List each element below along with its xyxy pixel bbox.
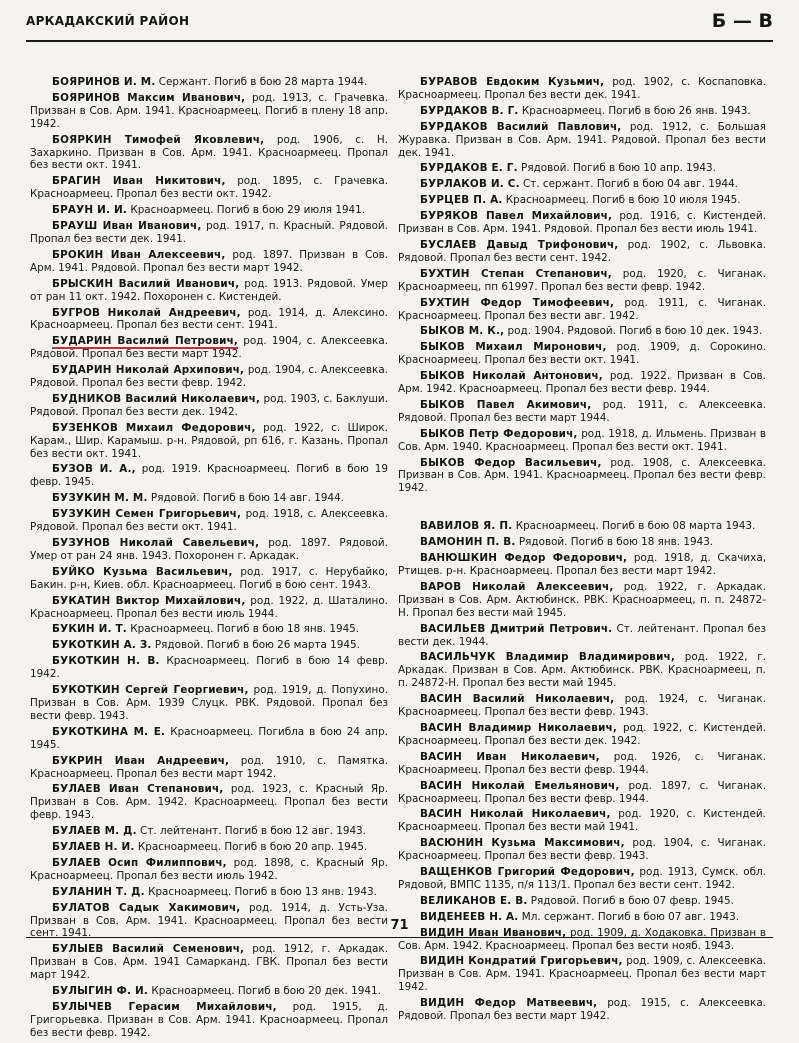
person-entry: [398, 76, 766, 102]
person-name: ВАНЮШКИН Федор Федорович,: [420, 552, 628, 565]
person-entry: [30, 76, 388, 89]
person-name: БРАУН И. И.: [52, 204, 128, 217]
person-entry: [30, 134, 388, 173]
person-entry: [398, 399, 766, 425]
person-entry: [30, 639, 388, 652]
person-entry: [30, 335, 388, 361]
person-name: ВАСИН Николай Николаевич,: [420, 808, 611, 821]
person-name: БУКОТКИНА М. Е.: [52, 725, 166, 738]
person-entry: [30, 841, 388, 854]
person-entry: [30, 508, 388, 534]
person-details: Красноармеец. Погиб в бою 10 июля 1945.: [502, 194, 741, 207]
person-entry: [30, 886, 388, 899]
person-name: БУЛАЕВ Н. И.: [52, 841, 135, 854]
person-details: род. 1920, с. Чиганак. Красноармеец, пп 61997. Пропал без вести февр. 1942.: [398, 267, 766, 293]
person-entry: [30, 755, 388, 781]
person-name: БУЗЕНКОВ Михаил Федорович,: [52, 421, 256, 434]
person-entry: [398, 210, 766, 236]
person-name: БЫКОВ Павел Акимович,: [420, 398, 592, 411]
person-details: род. 1911, с. Алексеевка. Рядовой. Пропал без вести март 1944.: [398, 398, 767, 424]
page-number: 71: [390, 918, 409, 933]
person-name: ВАМОНИН П. В.: [420, 536, 516, 549]
person-details: род. 1914, д. Алексино. Красноармеец. Пропал без вести сент. 1941.: [30, 306, 388, 332]
person-entry: [30, 943, 388, 982]
person-entry: [398, 722, 766, 748]
person-details: род. 1916, с. Кистендей. Призван в Сов. Арм. 1941. Рядовой. Пропал без вести июль 1941.: [398, 210, 766, 236]
person-entry: [30, 684, 388, 723]
person-entry: [30, 364, 388, 390]
person-name: БУЙКО Кузьма Васильевич,: [52, 565, 233, 578]
person-details: род. 1910, с. Памятка. Красноармеец. Пропал без вести март 1942.: [30, 754, 388, 780]
person-entry: [398, 693, 766, 719]
person-entry: [30, 783, 388, 822]
person-details: род. 1897, с. Чиганак. Красноармеец. Пропал без вести февр. 1944.: [398, 779, 766, 805]
person-name: БУЛЫГИН Ф. И.: [52, 985, 149, 998]
person-name: БУЛАЕВ М. Д.: [52, 825, 137, 838]
person-name: БУРЯКОВ Павел Михайлович,: [420, 210, 613, 223]
person-details: род. 1915, с. Алексеевка. Рядовой. Пропал без вести март 1942.: [398, 997, 766, 1023]
person-entry: [30, 175, 388, 201]
person-details: род. 1909, д. Сорокино. Красноармеец. Пропал без вести окт. 1941.: [398, 341, 766, 367]
person-entry: [398, 536, 766, 549]
person-name: ВИДИН Федор Матвеевич,: [420, 997, 598, 1010]
person-entry: [398, 428, 766, 454]
person-details: род. 1918, с. Алексеевка. Рядовой. Пропал без вести окт. 1941.: [30, 508, 388, 534]
person-entry: [30, 825, 388, 838]
person-details: Ст. лейтенант. Погиб в бою 12 авг. 1943.: [136, 825, 366, 838]
person-name: БУКОТКИН А. З.: [52, 639, 152, 652]
person-name: БРАГИН Иван Никитович,: [52, 175, 226, 188]
person-details: Рядовой. Погиб в бою 10 апр. 1943.: [517, 162, 716, 175]
person-details: род. 1897. Призван в Сов. Арм. 1941. Рядовой. Пропал без вести март 1942.: [30, 248, 388, 274]
person-details: род. 1915, д. Григорьевка. Призван в Сов. Арм. 1941. Красноармеец. Пропал без вести февр. 1942.: [30, 1001, 388, 1039]
person-entry: [398, 997, 766, 1023]
person-entry: [398, 121, 766, 160]
person-entry: [30, 726, 388, 752]
header-rule: [26, 40, 773, 42]
person-entry: [30, 307, 388, 333]
person-details: род. 1909, д. Ходаковка. Призван в Сов. Арм. 1942. Красноармеец. Пропал без вести нояб. 1943.: [398, 926, 766, 952]
person-details: род. 1904, с. Чиганак. Красноармеец. Пропал без вести февр. 1943.: [398, 837, 766, 863]
person-entry: [398, 581, 766, 620]
person-entry: [30, 92, 388, 131]
person-entry: [30, 463, 388, 489]
person-name: БУКАТИН Виктор Михайлович,: [52, 594, 246, 607]
person-details: Мл. сержант. Погиб в бою 07 авг. 1943.: [518, 910, 740, 923]
person-details: Красноармеец. Погиб в бою 20 дек. 1941.: [148, 985, 381, 998]
person-name: ВАСИН Владимир Николаевич,: [420, 721, 618, 734]
person-name: БЫКОВ Михаил Миронович,: [420, 341, 607, 354]
left-column: [30, 76, 388, 1043]
person-entry: [398, 457, 766, 496]
page-header: [26, 10, 773, 40]
person-name: БУЗОВ И. А.,: [52, 463, 136, 476]
person-name: БУЛАЕВ Осип Филиппович,: [52, 856, 227, 869]
person-details: род. 1904, с. Алексеевка. Рядовой. Пропал без вести февр. 1942.: [30, 364, 388, 390]
person-details: род. 1911, с. Чиганак. Красноармеец. Пропал без вести авг. 1942.: [398, 296, 766, 322]
section-gap: [398, 498, 766, 520]
person-details: род. 1914, д. Усть-Уза. Призван в Сов. Арм. 1941. Красноармеец. Пропал без вести сент. 1941.: [30, 901, 388, 940]
person-name: БРОКИН Иван Алексеевич,: [52, 248, 226, 261]
person-name: ВАСИЛЬЕВ Дмитрий Петрович.: [420, 622, 613, 635]
person-entry: [30, 857, 388, 883]
person-name: БУДНИКОВ Василий Николаевич,: [52, 392, 261, 405]
person-details: Красноармеец. Погибла в бою 24 апр. 1945.: [30, 725, 388, 751]
person-details: род. 1904. Рядовой. Погиб в бою 10 дек. 1943.: [504, 325, 763, 338]
person-name: БУРДАКОВ Е. Г.: [420, 162, 518, 175]
person-name: БУСЛАЕВ Давыд Трифонович,: [420, 238, 619, 251]
person-name: БУЗУНОВ Николай Савельевич,: [52, 537, 260, 549]
person-name: ВИДЕНЕЕВ Н. А.: [420, 910, 519, 923]
person-name: БУГРОВ Николай Андреевич,: [52, 306, 241, 319]
person-entry: [30, 492, 388, 505]
person-details: Красноармеец. Погиб в бою 14 февр. 1942.: [30, 655, 388, 681]
person-entry: [398, 297, 766, 323]
person-details: род. 1913, с. Грачевка. Призван в Сов. Арм. 1941. Красноармеец. Погиб в плену 18 апр. 1942.: [30, 91, 388, 130]
person-entry: [398, 651, 766, 690]
person-name: БУКРИН Иван Андреевич,: [52, 754, 230, 767]
person-name: БУЗУКИН М. М.: [52, 492, 148, 505]
person-details: род. 1923, с. Красный Яр. Призван в Сов. Арм. 1942. Красноармеец. Пропал без вести февр. 1943.: [30, 783, 389, 822]
person-details: род. 1909, с. Алексеевка. Призван в Сов. Арм. 1941. Красноармеец. Пропал без вести март 1942.: [398, 955, 766, 994]
person-entry: [398, 623, 766, 649]
person-details: род. 1912, с. Большая Журавка. Призван в Сов. Арм. 1941. Рядовой. Пропал без вести дек. 1941.: [398, 120, 766, 159]
person-details: род. 1917, п. Красный. Рядовой. Пропал без вести дек. 1941.: [30, 220, 388, 245]
person-name: БУХТИН Степан Степанович,: [420, 267, 612, 280]
person-entry: [30, 204, 388, 217]
person-name: ВАСИЛЬЧУК Владимир Владимирович,: [420, 651, 676, 664]
person-details: Ст. лейтенант. Пропал без вести дек. 1944.: [398, 622, 766, 648]
person-details: род. 1922, г. Аркадак. Призван в Сов. Арм. Актюбинск. РВК. Красноармеец, п. п. 24872-Н. Пропал без вести май 1945.: [398, 651, 767, 690]
person-entry: [398, 162, 766, 175]
person-entry: [398, 520, 766, 533]
person-details: Рядовой. Погиб в бою 14 авг. 1944.: [147, 492, 344, 505]
person-details: род. 1917, с. Нерубайко, Бакин. р-н, Киев. обл. Красноармеец. Погиб в бою сент. 1943.: [30, 565, 389, 591]
person-name: БЫКОВ Федор Васильевич,: [420, 456, 602, 469]
person-details: род. 1922, с. Широк. Карам., Шир. Карамыш. р-н. Рядовой, рп 616, г. Казань. Пропал без вести окт. 1941.: [30, 421, 388, 460]
person-details: род. 1922, д. Шаталино. Красноармеец. Пропал без вести июль 1944.: [30, 594, 388, 620]
person-details: Красноармеец. Погиб в бою 08 марта 1943.: [512, 520, 756, 533]
person-entry: [30, 655, 388, 681]
person-name: БЫКОВ Петр Федорович,: [420, 427, 578, 440]
person-details: род. 1912, г. Аркадак. Призван в Сов. Арм. 1941 Самарканд. ГВК. Пропал без вести март 1942.: [30, 943, 389, 982]
person-entry: [30, 249, 388, 275]
person-details: Красноармеец. Погиб в бою 29 июля 1941.: [127, 204, 366, 217]
person-details: Красноармеец. Погиб в бою 18 янв. 1945.: [126, 623, 360, 636]
person-name: ВАСИН Николай Емельянович,: [420, 779, 620, 792]
person-details: род. 1897. Рядовой. Умер от ран 24 янв. 1943. Похоронен г. Аркадак.: [30, 537, 388, 562]
person-details: Рядовой. Погиб в бою 07 февр. 1945.: [527, 894, 734, 907]
person-entry: [398, 808, 766, 834]
person-name: БУКИН И. Т.: [52, 623, 127, 636]
person-details: род. 1918, д. Скачиха, Ртищев. р-н. Красноармеец. Пропал без вести март 1942.: [398, 552, 766, 577]
person-details: род. 1902, с. Львовка. Рядовой. Пропал без вести сент. 1942.: [398, 238, 767, 264]
person-details: род. 1919. Красноармеец. Погиб в бою 19 февр. 1945.: [30, 463, 388, 489]
person-details: род. 1902, с. Коспаповка. Красноармеец. Пропал без вести дек. 1941.: [398, 76, 766, 101]
person-entry: [398, 751, 766, 777]
person-name: ВАВИЛОВ Я. П.: [420, 520, 513, 533]
person-entry: [398, 239, 766, 265]
person-name: ВАСИН Василий Николаевич,: [420, 693, 615, 706]
person-details: Сержант. Погиб в бою 28 марта 1944.: [155, 76, 368, 88]
person-entry: [398, 178, 766, 191]
person-details: род. 1908, с. Алексеевка. Призван в Сов. Арм. 1941. Красноармеец. Пропал без вести февр. 1942.: [398, 456, 767, 495]
person-entry: [30, 566, 388, 592]
person-entry: [398, 552, 766, 578]
person-entry: [30, 623, 388, 636]
person-entry: [30, 595, 388, 621]
person-name: БУЛЫЕВ Василий Семенович,: [52, 943, 245, 956]
person-name: БУРДАКОВ Василий Павлович,: [420, 120, 622, 133]
person-entry: [30, 422, 388, 461]
person-name: БУКОТКИН Сергей Георгиевич,: [52, 684, 249, 697]
person-name: ВАЩЕНКОВ Григорий Федорович,: [420, 866, 635, 879]
person-name: БОЯРИНОВ И. М.: [52, 76, 156, 88]
person-name: БУЛЫЧЕВ Герасим Михайлович,: [52, 1001, 277, 1013]
person-name: ВАРОВ Николай Алексеевич,: [420, 580, 614, 593]
person-name: БУРЦЕВ П. А.: [420, 194, 503, 207]
person-entry: [30, 393, 388, 419]
letter-range: Б — В: [711, 10, 773, 32]
person-name: БРЫСКИН Василий Иванович,: [52, 277, 240, 290]
person-entry: [398, 194, 766, 207]
person-details: Рядовой. Погиб в бою 26 марта 1945.: [151, 639, 360, 652]
person-entry: [398, 837, 766, 863]
person-entry: [398, 325, 766, 338]
person-name: БУДАРИН Николай Архипович,: [52, 364, 245, 377]
person-details: род. 1903, с. Баклуши. Рядовой. Пропал без вести дек. 1942.: [30, 392, 388, 418]
person-name: БУЛАНИН Т. Д.: [52, 885, 145, 898]
person-details: род. 1924, с. Чиганак. Красноармеец. Пропал без вести февр. 1943.: [398, 693, 767, 719]
person-details: род. 1920, с. Кистендей. Красноармеец. Пропал без вести май 1941.: [398, 808, 766, 834]
person-name: ВИДИН Кондратий Григорьевич,: [420, 955, 623, 968]
person-entry: [30, 278, 388, 304]
person-entry: [30, 985, 388, 998]
person-details: род. 1919, д. Попухино. Призван в Сов. Арм. 1939 Слуцк. РВК. Рядовой. Пропал без вести февр. 1943.: [30, 684, 389, 722]
person-details: Красноармеец. Погиб в бою 20 апр. 1945.: [134, 841, 368, 854]
person-name: БУХТИН Федор Тимофеевич,: [420, 296, 615, 309]
person-name: БУЛАЕВ Иван Степанович,: [52, 783, 224, 796]
person-entry: [398, 370, 766, 396]
person-details: род. 1913. Рядовой. Умер от ран 11 окт. 1942. Похоронен с. Кистендей.: [30, 277, 388, 303]
person-name: БУЗУКИН Семен Григорьевич,: [52, 508, 242, 521]
person-details: Рядовой. Погиб в бою 18 янв. 1943.: [515, 536, 714, 549]
person-name: ВАСИН Иван Николаевич,: [420, 750, 600, 763]
highlighted-person-name: БУДАРИН Василий Петрович,: [52, 335, 239, 348]
person-details: род. 1895, с. Грачевка. Красноармеец. Пропал без вести окт. 1942.: [30, 175, 388, 201]
person-name: БУРЛАКОВ И. С.: [420, 178, 520, 191]
person-name: БУКОТКИН Н. В.: [52, 655, 160, 668]
person-entry: [398, 105, 766, 118]
person-name: БУЛАТОВ Садык Хакимович,: [52, 901, 241, 914]
person-details: Красноармеец. Погиб в бою 13 янв. 1943.: [144, 885, 377, 898]
person-name: БУРАВОВ Евдоким Кузьмич,: [420, 76, 605, 88]
person-entry: [398, 866, 766, 892]
person-details: род. 1918, д. Ильмень. Призван в Сов. Арм. 1940. Красноармеец. Пропал без вести окт. 1941.: [398, 427, 766, 453]
person-entry: [398, 955, 766, 994]
person-details: Красноармеец. Погиб в бою 26 янв. 1943.: [518, 104, 751, 117]
person-details: род. 1926, с. Чиганак. Красноармеец. Пропал без вести февр. 1944.: [398, 750, 766, 776]
person-details: род. 1898, с. Красный Яр. Красноармеец. Пропал без вести июль 1942.: [30, 856, 388, 882]
person-entry: [398, 268, 766, 294]
footer-rule: [26, 937, 773, 938]
person-entry: [30, 220, 388, 246]
person-name: БЫКОВ Николай Антонович,: [420, 370, 603, 383]
person-details: Ст. сержант. Погиб в бою 04 авг. 1944.: [519, 178, 738, 191]
person-details: род. 1922, г. Аркадак. Призван в Сов. Арм. Актюбинск. РВК. Красноармеец, п. п. 24872-Н. Пропал без вести май 1945.: [398, 580, 767, 619]
person-entry: [398, 780, 766, 806]
person-name: ВАСЮНИН Кузьма Максимович,: [420, 837, 625, 850]
person-name: ВЕЛИКАНОВ Е. В.: [420, 894, 528, 907]
right-column: [398, 76, 766, 1026]
person-entry: [30, 1001, 388, 1040]
person-name: ВИДИН Иван Иванович,: [420, 926, 567, 939]
person-entry: [398, 341, 766, 367]
person-details: род. 1913, Сумск. обл. Рядовой, ВМПС 1135, п/я 113/1. Пропал без вести сент. 1942.: [398, 866, 766, 891]
person-entry: [398, 895, 766, 908]
person-details: род. 1922. Призван в Сов. Арм. 1942. Красноармеец. Пропал без вести февр. 1944.: [398, 370, 766, 396]
person-name: БРАУШ Иван Иванович,: [52, 220, 202, 233]
person-name: БОЯРИНОВ Максим Иванович,: [52, 91, 246, 104]
person-name: БОЯРКИН Тимофей Яковлевич,: [52, 133, 265, 146]
person-details: род. 1922, с. Кистендей. Красноармеец. Пропал без вести дек. 1942.: [398, 721, 766, 747]
person-entry: [30, 537, 388, 563]
person-details: род. 1904, с. Алексеевка. Рядовой. Пропал без вести март 1942.: [30, 335, 388, 361]
person-name: БУРДАКОВ В. Г.: [420, 104, 519, 117]
district-title: АРКАДАКСКИЙ РАЙОН: [26, 14, 190, 28]
person-details: род. 1906, с. Н. Захаркино. Призван в Сов. Арм. 1941. Красноармеец. Пропал без вести окт. 1941.: [30, 133, 388, 172]
person-name: БЫКОВ М. К.,: [420, 325, 505, 338]
